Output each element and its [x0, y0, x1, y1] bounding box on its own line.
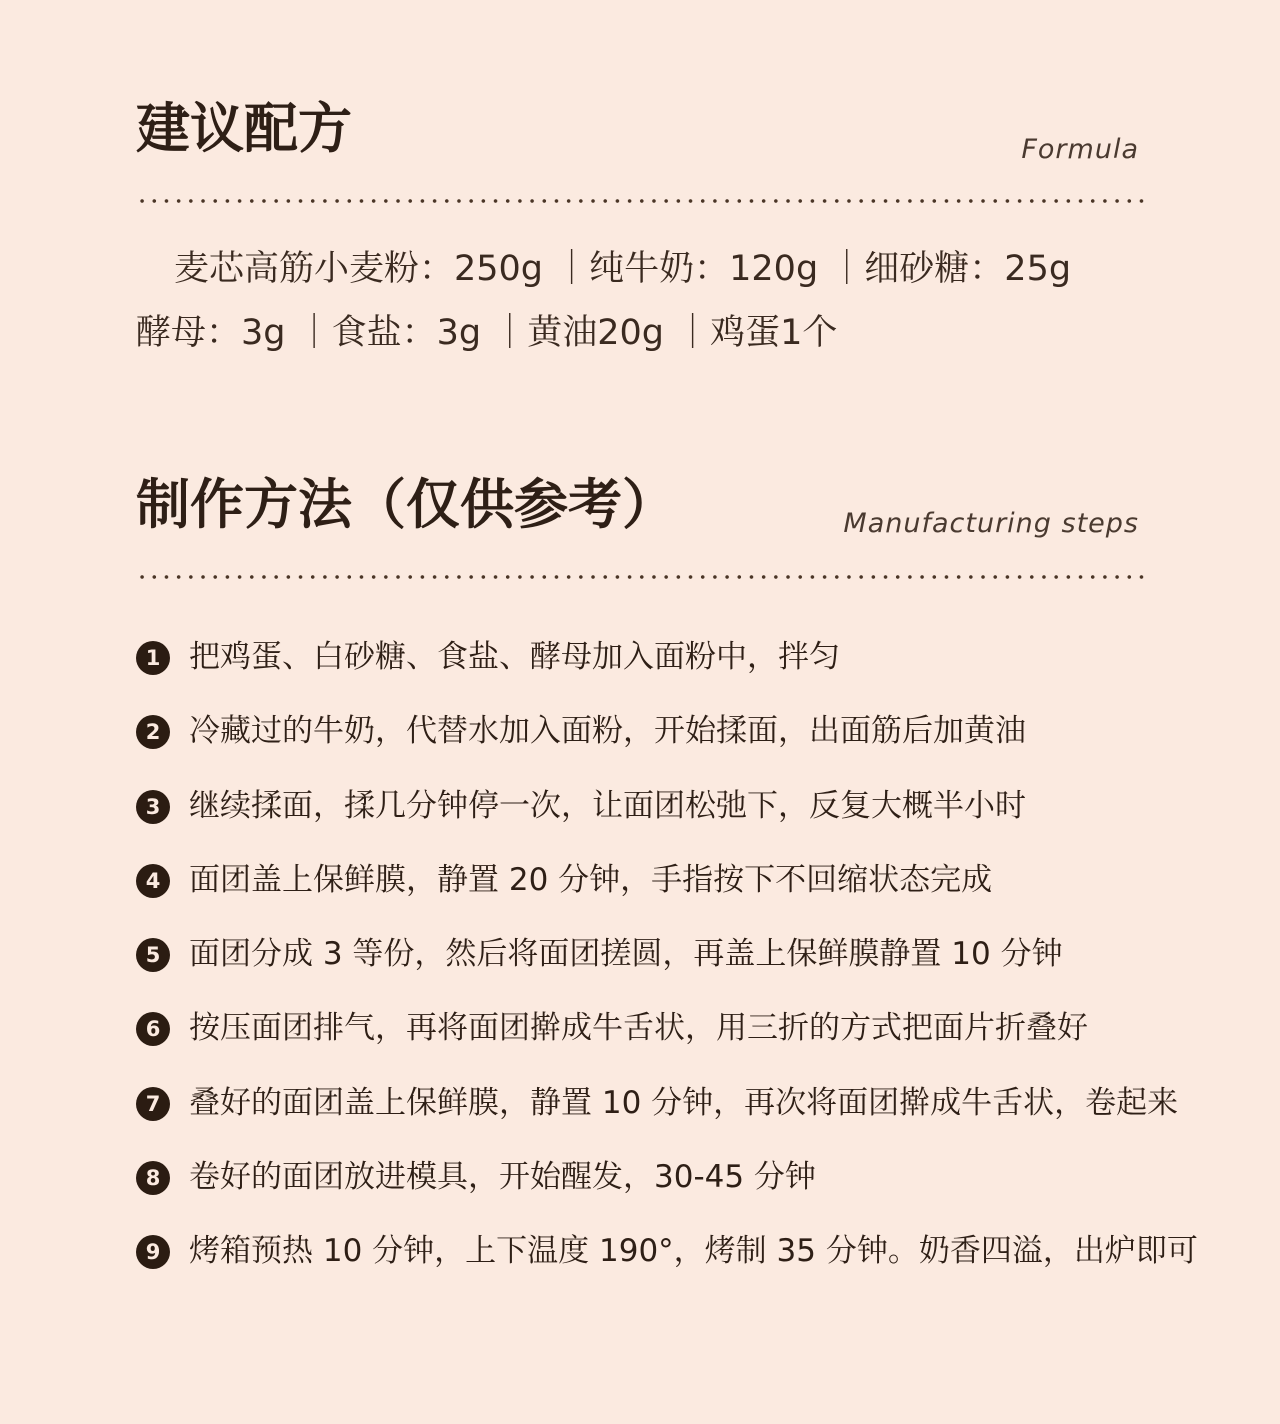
step-number-badge: 6	[136, 1012, 170, 1046]
step-number-badge: 8	[136, 1161, 170, 1195]
step-item-5	[136, 933, 1146, 1007]
step-text: 冷藏过的牛奶，代替水加入面粉，开始揉面，出面筋后加黄油	[189, 713, 1026, 750]
step-number-badge: 7	[136, 1087, 170, 1121]
step-text: 卷好的面团放进模具，开始醒发，30-45 分钟	[189, 1159, 816, 1196]
step-item-2	[136, 710, 1146, 784]
step-text: 面团盖上保鲜膜，静置 20 分钟，手指按下不回缩状态完成	[189, 861, 993, 898]
steps-subtitle: Manufacturing steps	[843, 508, 1139, 539]
step-item-6	[136, 1007, 1146, 1081]
step-item-7	[136, 1082, 1179, 1156]
steps-title: 制作方法（仅供参考）	[136, 473, 676, 536]
step-number-badge: 9	[136, 1235, 170, 1269]
step-item-9	[136, 1230, 1198, 1304]
step-number-badge: 5	[136, 938, 170, 972]
step-text: 叠好的面团盖上保鲜膜，静置 10 分钟，再次将面团擀成牛舌状，卷起来	[189, 1084, 1179, 1121]
formula-divider	[136, 199, 1144, 203]
step-item-8	[136, 1156, 1146, 1230]
step-number-badge: 2	[136, 715, 170, 749]
step-text: 按压面团排气，再将面团擀成牛舌状，用三折的方式把面片折叠好	[189, 1010, 1088, 1047]
steps-divider	[136, 575, 1144, 579]
step-text: 面团分成 3 等份，然后将面团搓圆，再盖上保鲜膜静置 10 分钟	[189, 936, 1063, 973]
formula-title: 建议配方	[136, 97, 352, 160]
step-number-badge: 3	[136, 790, 170, 824]
step-item-3	[136, 785, 1146, 859]
formula-ingredients-line-1: 麦芯高筋小麦粉：250g ｜纯牛奶：120g ｜细砂糖：25g	[174, 249, 1072, 289]
step-item-1	[136, 636, 1146, 710]
step-text: 把鸡蛋、白砂糖、食盐、酵母加入面粉中，拌匀	[189, 639, 840, 675]
step-text: 继续揉面，揉几分钟停一次，让面团松弛下，反复大概半小时	[189, 787, 1026, 824]
step-number-badge: 4	[136, 864, 170, 898]
formula-ingredients-line-2: 酵母：3g ｜食盐：3g ｜黄油20g ｜鸡蛋1个	[136, 313, 838, 353]
formula-subtitle: Formula	[1021, 134, 1139, 165]
step-text: 烤箱预热 10 分钟，上下温度 190°，烤制 35 分钟。奶香四溢，出炉即可	[189, 1233, 1198, 1270]
steps-list	[136, 636, 1198, 1305]
step-item-4	[136, 859, 1146, 933]
step-number-badge: 1	[136, 641, 170, 675]
